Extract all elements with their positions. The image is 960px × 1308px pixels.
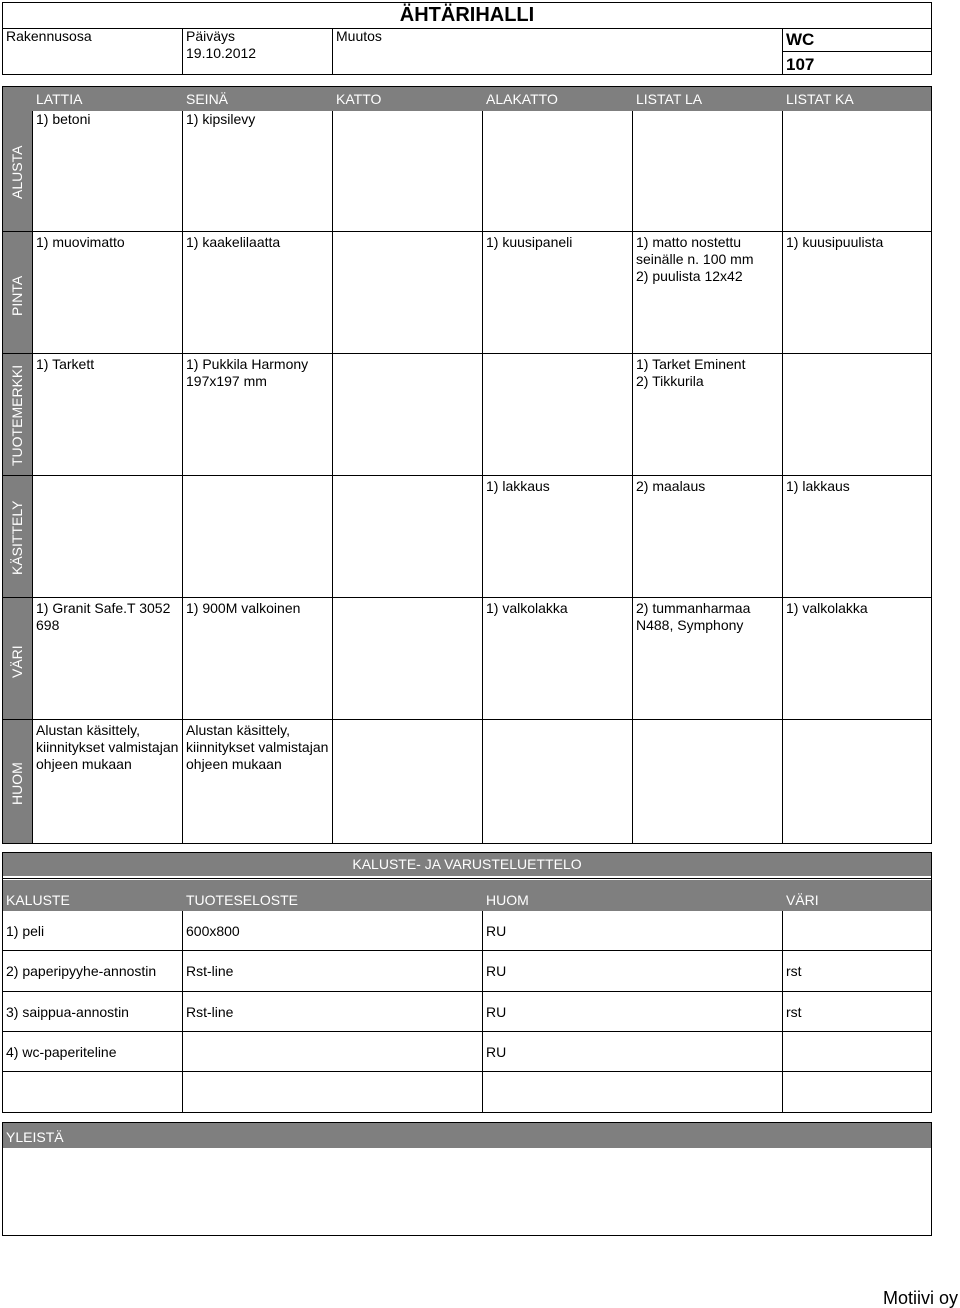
furniture-title-rule-line	[3, 878, 931, 879]
cell-pinta-lattia: 1) muovimatto	[36, 234, 125, 250]
furniture-row-divider	[3, 1071, 931, 1072]
furniture-header-kaluste: KALUSTE	[6, 892, 70, 908]
furniture-row-2-vari: rst	[786, 963, 802, 979]
col-divider	[632, 111, 633, 843]
cell-tuotemerkki-listat-la: 1) Tarket Eminent 2) Tikkurila	[636, 356, 746, 389]
cell-vari-seina: 1) 900M valkoinen	[186, 600, 301, 616]
page-title: ÄHTÄRIHALLI	[399, 4, 535, 26]
general-title-bar	[3, 1123, 931, 1148]
row-label-kasittely: KÄSITTELY	[9, 500, 25, 575]
col-divider	[332, 111, 333, 843]
cell-alusta-lattia: 1) betoni	[36, 111, 91, 127]
col-header-lattia: LATTIA	[36, 91, 83, 107]
cell-kasittely-listat-la: 2) maalaus	[636, 478, 706, 494]
footer-brand: Motiivi oy	[882, 1288, 958, 1308]
cell-pinta-seina: 1) kaakelilaatta	[186, 234, 281, 250]
row-label-huom: HUOM	[9, 762, 25, 805]
muutos-label: Muutos	[336, 28, 382, 44]
furniture-row-3-kaluste: 3) saippua-annostin	[6, 1004, 129, 1020]
row-label-alusta: ALUSTA	[9, 145, 25, 199]
furniture-row-divider	[3, 991, 931, 992]
furniture-header-huom: HUOM	[486, 892, 529, 908]
furniture-row-3-tuoteseloste: Rst-line	[186, 1004, 234, 1020]
header-divider-4	[782, 51, 932, 52]
cell-vari-alakatto: 1) valkolakka	[486, 600, 568, 616]
col-header-listat-la: LISTAT LA	[636, 91, 703, 107]
furniture-row-1-kaluste: 1) peli	[6, 923, 45, 939]
furniture-col-divider	[482, 911, 483, 1112]
room-number: 107	[786, 55, 815, 74]
col-header-alakatto: ALAKATTO	[486, 91, 558, 107]
furniture-row-4-huom: RU	[486, 1044, 507, 1060]
furniture-row-divider	[3, 1031, 931, 1032]
row-label-tuotemerkki: TUOTEMERKKI	[9, 364, 25, 466]
paivays-value: 19.10.2012	[186, 45, 257, 61]
furniture-row-3-huom: RU	[486, 1004, 507, 1020]
furniture-title: KALUSTE- JA VARUSTELUETTELO	[352, 856, 582, 872]
col-divider	[782, 111, 783, 843]
col-header-listat-ka: LISTAT KA	[786, 91, 854, 107]
row-divider	[3, 719, 931, 720]
cell-kasittely-listat-ka: 1) lakkaus	[786, 478, 850, 494]
furniture-row-2-tuoteseloste: Rst-line	[186, 963, 234, 979]
row-divider	[3, 231, 931, 232]
cell-kasittely-alakatto: 1) lakkaus	[486, 478, 550, 494]
paivays-label: Päiväys	[186, 28, 236, 44]
furniture-col-divider	[182, 911, 183, 1112]
row-divider	[3, 597, 931, 598]
furniture-row-3-vari: rst	[786, 1004, 802, 1020]
furniture-row-1-huom: RU	[486, 923, 507, 939]
header-divider-1	[182, 28, 183, 75]
header-divider-2	[332, 28, 333, 75]
cell-vari-listat-ka: 1) valkolakka	[786, 600, 868, 616]
row-divider	[3, 353, 931, 354]
col-divider	[182, 111, 183, 843]
furniture-col-divider	[782, 911, 783, 1112]
row-divider	[3, 475, 931, 476]
cell-vari-lattia: 1) Granit Safe.T 3052 698	[36, 600, 171, 633]
furniture-row-4-kaluste: 4) wc-paperiteline	[6, 1044, 117, 1060]
row-label-pinta: PINTA	[9, 275, 25, 316]
cell-huom-seina: Alustan käsittely, kiinnitykset valmistajan ohjeen mukaan	[186, 722, 329, 772]
furniture-row-2-huom: RU	[486, 963, 507, 979]
furniture-row-divider	[3, 950, 931, 951]
cell-vari-listat-la: 2) tummanharmaa N488, Symphony	[636, 600, 751, 633]
room-type: WC	[786, 30, 815, 49]
furniture-header-vari: VÄRI	[786, 892, 819, 908]
cell-alusta-seina: 1) kipsilevy	[186, 111, 256, 127]
rakennusosa-label: Rakennusosa	[6, 28, 92, 44]
cell-tuotemerkki-lattia: 1) Tarkett	[36, 356, 95, 372]
col-header-katto: KATTO	[336, 91, 382, 107]
col-header-seina: SEINÄ	[186, 91, 229, 107]
furniture-header-tuoteseloste: TUOTESELOSTE	[186, 892, 299, 908]
cell-pinta-listat-la: 1) matto nostettu seinälle n. 100 mm 2) puulista 12x42	[636, 234, 754, 284]
furniture-row-1-tuoteseloste: 600x800	[186, 923, 240, 939]
row-label-vari: VÄRI	[9, 645, 25, 678]
cell-huom-lattia: Alustan käsittely, kiinnitykset valmistajan ohjeen mukaan	[36, 722, 179, 772]
col-divider	[482, 111, 483, 843]
furniture-row-2-kaluste: 2) paperipyyhe-annostin	[6, 963, 157, 979]
cell-tuotemerkki-seina: 1) Pukkila Harmony 197x197 mm	[186, 356, 309, 389]
cell-pinta-listat-ka: 1) kuusipuulista	[786, 234, 884, 250]
cell-pinta-alakatto: 1) kuusipaneli	[486, 234, 573, 250]
header-hline	[2, 28, 932, 29]
col-divider	[32, 111, 33, 843]
general-title: YLEISTÄ	[6, 1129, 64, 1145]
